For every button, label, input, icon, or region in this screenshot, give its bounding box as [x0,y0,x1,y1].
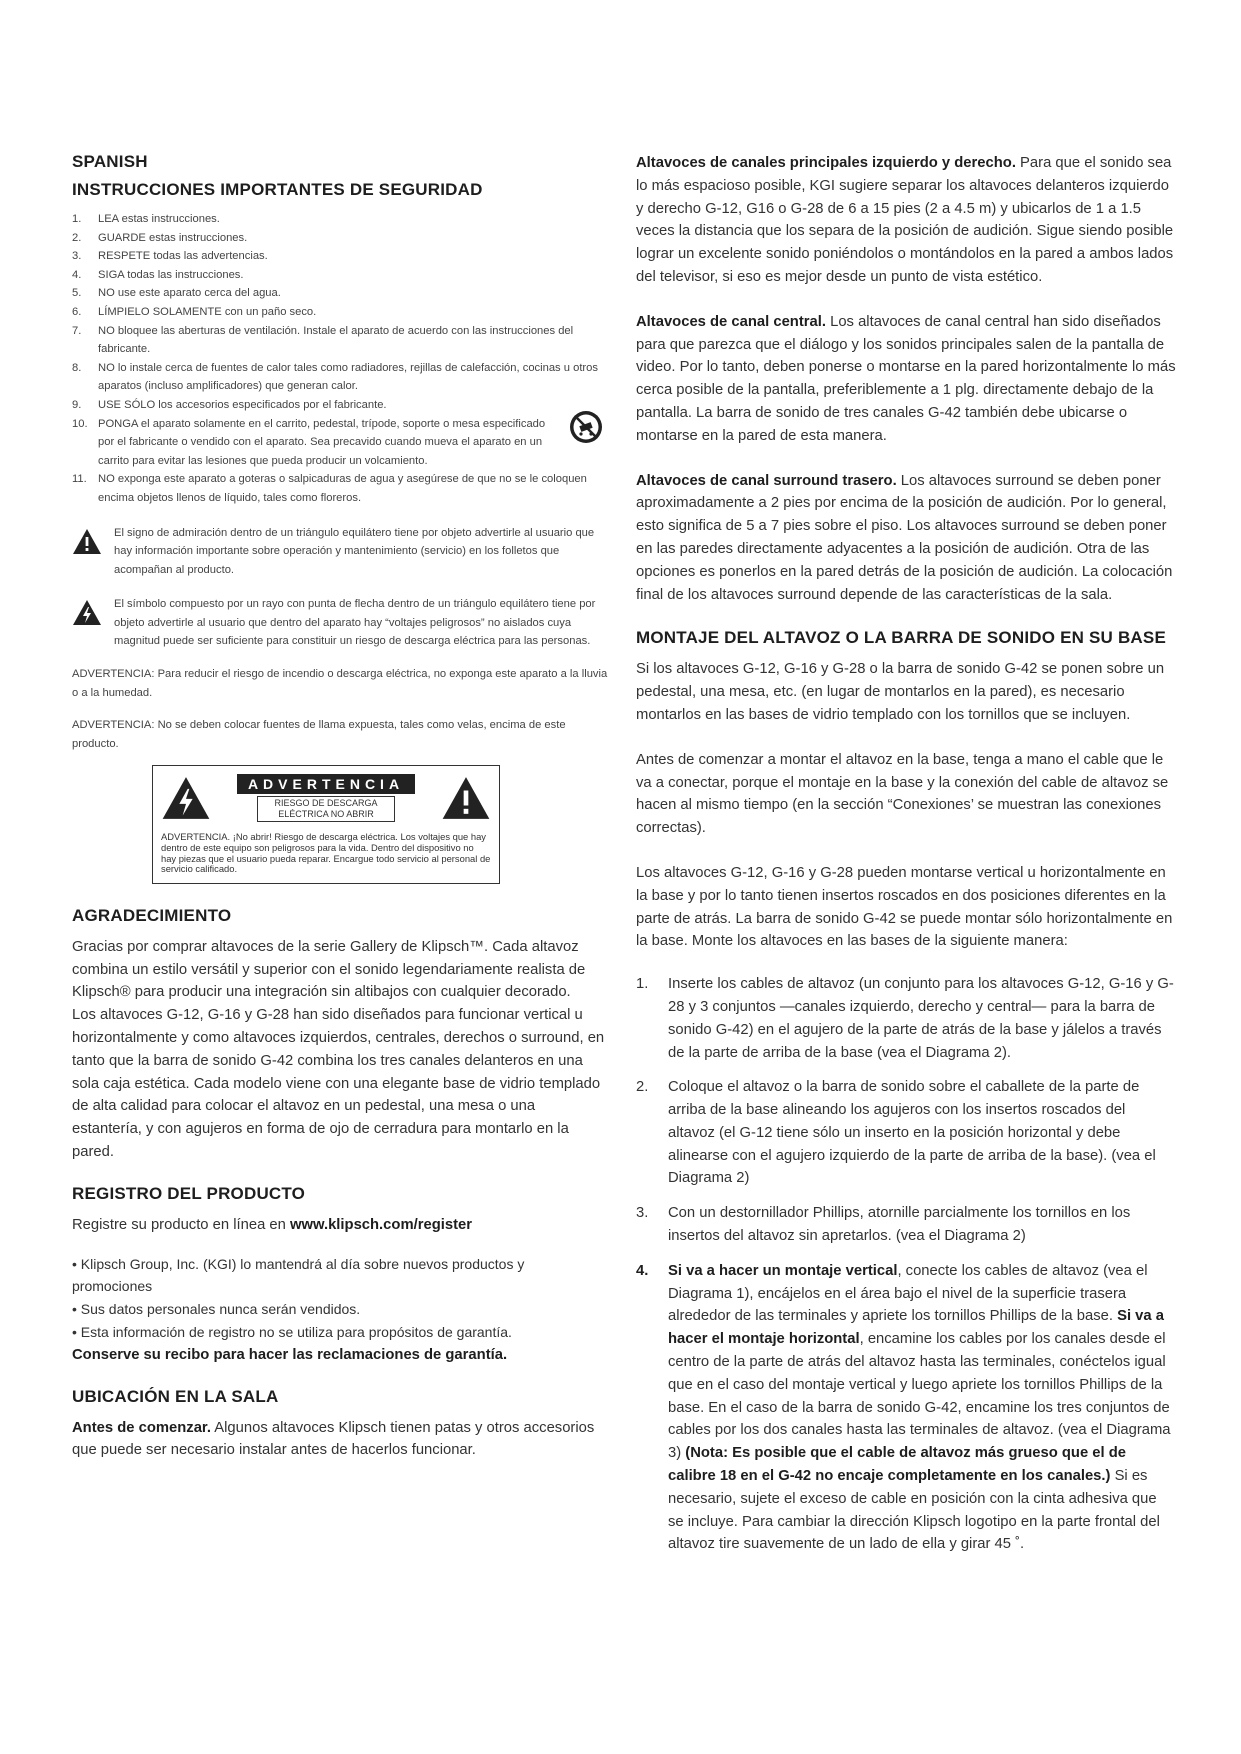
register-keep-receipt: Conserve su recibo para hacer las reclamaciones de garantía. [72,1346,508,1363]
list-item: 2. Coloque el altavoz o la barra de sonido sobre el caballete de la parte de arriba de la base alineando los agujeros con los insertos roscados del altavoz (el G-12 tiene sólo un inserto en la posición horizontal y debe alinearse con el agujero izquierdo de la parte de arriba de la base). (vea el Diagrama 2) [636,1079,1156,1187]
list-item: 4. SIGA todas las instrucciones. [72,268,244,281]
list-item: • Sus datos personales nunca serán vendidos. [72,1301,361,1318]
safety-title: INSTRUCCIONES IMPORTANTES DE SEGURIDAD [72,180,483,199]
register-bullets [72,1253,608,1344]
thanks-title: AGRADECIMIENTO [72,905,232,925]
language-heading: SPANISH [72,152,148,171]
list-item: 10. PONGA el aparato solamente en el carrito, pedestal, trípode, soporte o mesa especificado por el fabricante o vendido con el aparato. Sea precavido cuando mueva el aparato en un carrito para evitar las lesiones que pueda producir un volcamiento. [72,415,608,471]
list-item: 8. NO lo instale cerca de fuentes de calor tales como radiadores, rejillas de calefacción, cocinas u otros aparatos (incluso amplificadores) que generan calor. [72,361,598,393]
mount-paragraph-2: Antes de comenzar a montar el altavoz en la base, tenga a mano el cable que le va a conectar, porque el montaje en la base y la conexión del cable de altavoz se hacen al mismo tiempo (en la sección “Conexiones’ se muestran las conexiones correctas). [636,751,1169,837]
exclamation-triangle-icon [441,775,491,821]
list-item: 2. GUARDE estas instrucciones. [72,231,248,244]
exclamation-symbol-text: El signo de admiración dentro de un triángulo equilátero tiene por objeto advertirle al usuario que hay información importante sobre operación y mantenimiento (servicio) en los folletos que acompañan al producto. [114,526,595,576]
advertencia-label-box [152,765,500,883]
mount-paragraph-1: Si los altavoces G-12, G-16 y G-28 o la barra de sonido G-42 se ponen sobre un pedestal, una mesa, etc. (en lugar de montarlos en la pared), es necesario montarlos en las bases de vidrio templado con los tornillos que se incluyen. [636,661,1165,723]
mount-title: MONTAJE DEL ALTAVOZ O LA BARRA DE SONIDO EN SU BASE [636,628,1166,648]
lightning-triangle-icon [161,775,211,821]
lightning-triangle-icon [72,599,102,626]
right-column [636,152,1176,1568]
mount-steps [636,973,1176,1556]
center-channel-paragraph: Altavoces de canal central. Los altavoces de canal central han sido diseñados para que parezca que el diálogo y los sonidos principales salen de la pantalla de video. Por lo tanto, deben ponerse o montarse en la pared horizontalmente lo más cerca posible de la pantalla, preferiblemente a 1 plg. directamente debajo de la pantalla. La barra de sonido de tres canales G-42 también debe ubicarse o montarse en la pared de esta manera. [636,313,1176,444]
list-item: 3. Con un destornillador Phillips, atornille parcialmente los tornillos en los insertos del altavoz sin apretarlos. (vea el Diagrama 2) [636,1205,1131,1245]
list-item: 11. NO exponga este aparato a goteras o salpicaduras de agua y asegúrese de que no se le coloquen encima objetos llenos de líquido, tales como floreros. [72,473,587,504]
list-item: 5. NO use este aparato cerca del agua. [72,287,281,300]
mount-paragraph-3: Los altavoces G-12, G-16 y G-28 pueden montarse vertical u horizontalmente en la base y por lo tanto tienen insertos roscados en dos posiciones diferentes en la parte de atrás. La barra de sonido G-42 se puede montar sólo horizontalmente en la base. Monte los altavoces en las bases de la siguiente manera: [636,864,1173,950]
list-item: 6. LÍMPIELO SOLAMENTE con un paño seco. [72,305,317,318]
list-item: • Klipsch Group, Inc. (KGI) lo mantendrá al día sobre nuevos productos y promociones [72,1255,525,1295]
warning-rain: ADVERTENCIA: Para reducir el riesgo de incendio o descarga eléctrica, no exponga este aparato a la lluvia o a la humedad. [72,668,608,699]
list-item: 1. LEA estas instrucciones. [72,213,220,225]
register-title: REGISTRO DEL PRODUCTO [72,1183,306,1203]
room-paragraph: Antes de comenzar. Algunos altavoces Klipsch tienen patas y otros accesorios que puede ser necesario instalar antes de hacerlos funcionar. [72,1419,595,1459]
register-url-link[interactable]: www.klipsch.com/register [289,1216,472,1233]
list-item: • Esta información de registro no se utiliza para propósitos de garantía. [72,1323,512,1340]
surround-channel-paragraph: Altavoces de canal surround trasero. Los altavoces surround se deben poner aproximadamente a 2 pies por encima de la posición de audición. Por lo general, esto significa de 5 a 7 pies sobre el piso. Los altavoces surround se deben poner en las paredes directamente adyacentes a la posición de audición. Otra de las opciones es ponerlos en la pared detrás de la posición de audición. La colocación final de los altavoces surround depende de las características de la sala. [636,472,1173,603]
list-item: 3. RESPETE todas las advertencias. [72,250,268,263]
left-column [72,152,608,1462]
thanks-paragraph-2: Los altavoces G-12, G-16 y G-28 han sido diseñados para funcionar vertical u horizontalmente y como altavoces izquierdos, centrales, derechos o surround, en tanto que la barra de sonido G-42 combina los tres canales delanteros en una sola caja estética. Cada modelo viene con una elegante base de vidrio templado de alta calidad para colocar el altavoz en un pedestal, una mesa o una estantería, y con agujeros en forma de ojo de cerradura para montarlo en la pared. [72,1007,605,1160]
list-item: 9. USE SÓLO los accesorios especificados por el fabricante. [72,398,387,411]
list-item: 7. NO bloquee las aberturas de ventilación. Instale el aparato de acuerdo con las instrucciones del fabricante. [72,324,574,356]
lightning-symbol-note [72,595,608,651]
advertencia-heading: ADVERTENCIA [237,774,415,794]
list-item: 4. Si va a hacer un montaje vertical, conecte los cables de altavoz (vea el Diagrama 1), encájelos en el área bajo el nivel de la superficie trasera alrededor de las terminales y apriete los tornillos Phillips de la base. Si va a hacer el montaje horizontal, encamine los cables por los canales desde el centro de la parte de atrás del altavoz hasta las terminales, conéctelos igual que en el caso del montaje vertical y luego apriete los tornillos Phillips de la base. En el caso de la barra de sonido G-42, encamine los tres conjuntos de cables por los dos canales hasta las terminales de altavoz. (vea el Diagrama 3) (Nota: Es posible que el cable de altavoz más grueso que el de calibre 18 en el G-42 no encaje completamente en los canales.) Si es necesario, sujete el exceso de cable en posición con la cinta adhesiva que se incluye. Para cambiar la dirección Klipsch logotipo en la parte frontal del altavoz tire suavemente de un lado de ella y girar 45 ˚. [636,1262,1171,1553]
warning-flame: ADVERTENCIA: No se deben colocar fuentes de llama expuesta, tales como velas, encima de este producto. [72,719,566,750]
advertencia-subheading: RIESGO DE DESCARGA ELÉCTRICA NO ABRIR [257,796,395,822]
exclamation-symbol-note [72,524,608,580]
lightning-symbol-text: El símbolo compuesto por un rayo con punta de flecha dentro de un triángulo equilátero tiene por objeto advertirle al usuario que dentro del aparato hay “voltajes peligrosos” no aislados cuya magnitud puede ser suficiente para constituir un riesgo de descarga eléctrica para las personas. [114,598,596,648]
cart-tip-over-icon [568,409,604,445]
main-channels-paragraph: Altavoces de canales principales izquierdo y derecho. Para que el sonido sea lo más espacioso posible, KGI sugiere separar los altavoces delanteros izquierdo y derecho G-12, G16 o G-28 de 6 a 15 pies (2 a 4.5 m) y ubicarlos de 1 a 1.5 veces la distancia que los separa de la posición de audición. Sigue siendo posible lograr un excelente sonido poniéndolos o montándolos en la pared a ambos lados del televisor, si eso es mejor desde un punto de vista estético. [636,155,1174,285]
advertencia-text: ADVERTENCIA. ¡No abrir! Riesgo de descarga eléctrica. Los voltajes que hay dentro de este equipo son peligrosos para la vida. Dentro del dispositivo no hay piezas que el usuario pueda reparar. Encargue todo servicio al personal de servicio calificado. [161,831,491,875]
exclamation-triangle-icon [72,528,102,555]
register-intro: Registre su producto en línea en www.klipsch.com/register [72,1216,472,1233]
list-item: 1. Inserte los cables de altavoz (un conjunto para los altavoces G-12, G-16 y G-28 y 3 conjuntos —canales izquierdo, derecho y central— para la barra de sonido G-42) en el agujero de la parte de atrás de la base y jálelos a través de la parte de arriba de la base (vea el Diagrama 2). [636,976,1174,1061]
safety-list [72,210,608,508]
room-title: UBICACIÓN EN LA SALA [72,1386,279,1406]
thanks-paragraph-1: Gracias por comprar altavoces de la serie Gallery de Klipsch™. Cada altavoz combina un estilo versátil y superior con el sonido legendariamente realista de Klipsch® para producir una integración sin altibajos con cualquier decorado. [72,938,586,1001]
